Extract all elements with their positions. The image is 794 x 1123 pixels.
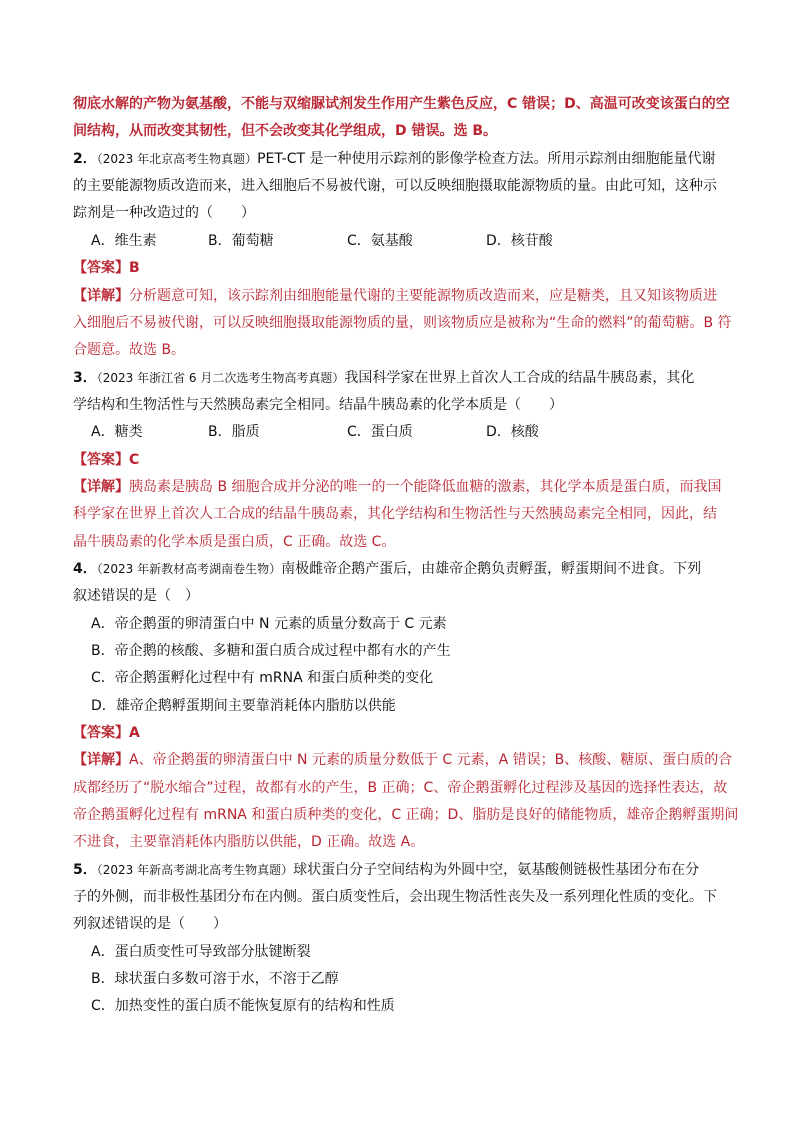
- q3-explanation-line-3: 晶牛胰岛素的化学本质是蛋白质，C 正确。故选 C。: [73, 534, 396, 550]
- q2-stem-line-1: [73, 149, 724, 169]
- q3-explanation-line-2: 科学家在世界上首次人工合成的结晶牛胰岛素，其化学结构和生物活性与天然胰岛素完全相同，因此，结: [73, 506, 717, 522]
- q3-option-b: B．脂质: [208, 424, 260, 440]
- q4-option-a: A．帝企鹅蛋的卵清蛋白中 N 元素的质量分数高于 C 元素: [91, 616, 447, 632]
- q5-text-1: 球状蛋白分子空间结构为外圆中空，氨基酸侧链极性基团分布在分: [293, 862, 700, 878]
- prev-explanation-line-2: 间结构，从而改变其韧性，但不会改变其化学组成，D 错误。选 B。: [73, 123, 498, 139]
- q4-explanation-line-1: [73, 750, 733, 770]
- q3-stem-line-2: 学结构和生物活性与天然胰岛素完全相同。结晶牛胰岛素的化学本质是（ ）: [73, 397, 563, 413]
- q3-stem-line-1: [73, 368, 724, 388]
- q3-answer: [73, 450, 724, 470]
- q2-option-d: D．核苷酸: [486, 233, 553, 249]
- q2-text-1: PET-CT 是一种使用示踪剂的影像学检查方法。所用示踪剂由细胞能量代谢: [257, 151, 716, 167]
- q3-option-c: C．蛋白质: [347, 424, 413, 440]
- explanation-tag: 【详解】: [73, 479, 129, 495]
- q4-explanation-line-3: 帝企鹅蛋孵化过程有 mRNA 和蛋白质种类的变化，C 正确；D、脂肪是良好的储能物质，雄帝企鹅孵蛋期间: [73, 807, 739, 823]
- q4-option-b: B．帝企鹅的核酸、多糖和蛋白质合成过程中都有水的产生: [91, 643, 451, 659]
- q5-stem-line-3: 列叙述错误的是（ ）: [73, 916, 227, 932]
- q5-number: 5．: [73, 862, 97, 878]
- q4-option-c: C．帝企鹅蛋孵化过程中有 mRNA 和蛋白质种类的变化: [91, 670, 434, 686]
- q2-option-b: B．葡萄糖: [208, 233, 274, 249]
- q3-source: （2023 年浙江省 6 月二次选考生物高考真题）: [96, 371, 345, 385]
- q4-explanation-line-2: 成都经历了“脱水缩合”过程，故都有水的产生，B 正确；C、帝企鹅蛋孵化过程涉及基因的选择性表达，故: [73, 780, 728, 796]
- q4-number: 4．: [73, 561, 97, 577]
- q2-option-a: A．维生素: [91, 233, 157, 249]
- q3-option-d: D．核酸: [486, 424, 539, 440]
- q2-explanation-text-1: 分析题意可知，该示踪剂由细胞能量代谢的主要能源物质改造而来，应是糖类，且又知该物质进: [129, 288, 717, 304]
- q3-answer-value: C: [129, 452, 140, 468]
- q3-option-a: A．糖类: [91, 424, 143, 440]
- q2-explanation-line-3: 合题意。故选 B。: [73, 342, 186, 358]
- q2-option-c: C．氨基酸: [347, 233, 413, 249]
- q2-explanation-line-1: [73, 286, 724, 306]
- q3-text-1: 我国科学家在世界上首次人工合成的结晶牛胰岛素，其化: [344, 370, 695, 386]
- q3-explanation-line-1: [73, 477, 724, 497]
- q4-stem-line-2: 叙述错误的是（ ）: [73, 588, 199, 604]
- q4-explanation-text-1: A、帝企鹅蛋的卵清蛋白中 N 元素的质量分数低于 C 元素，A 错误；B、核酸、糖原、蛋白质的合: [129, 752, 733, 768]
- q2-stem-line-2: 的主要能源物质改造而来，进入细胞后不易被代谢，可以反映细胞摄取能源物质的量。由此可知，这种示: [73, 178, 717, 194]
- q5-option-c: C．加热变性的蛋白质不能恢复原有的结构和性质: [91, 998, 395, 1014]
- q5-stem-line-1: [73, 860, 724, 880]
- q4-text-1: 南极雌帝企鹅产蛋后，由雄帝企鹅负责孵蛋，孵蛋期间不进食。下列: [281, 561, 702, 577]
- answer-tag: 【答案】: [73, 452, 129, 468]
- q2-stem-line-3: 踪剂是一种改造过的（ ）: [73, 205, 255, 221]
- q2-number: 2．: [73, 151, 97, 167]
- q4-explanation-line-4: 不进食，主要靠消耗体内脂肪以供能，D 正确。故选 A。: [73, 834, 425, 850]
- q4-source: （2023 年新教材高考湖南卷生物）: [96, 562, 282, 576]
- q3-explanation-text-1: 胰岛素是胰岛 B 细胞合成并分泌的唯一的一个能降低血糖的激素，其化学本质是蛋白质，而我国: [129, 479, 722, 495]
- q4-answer-value: A: [129, 725, 140, 741]
- q2-source: （2023 年北京高考生物真题）: [96, 152, 258, 166]
- q5-stem-line-2: 子的外侧，而非极性基团分布在内侧。蛋白质变性后，会出现生物活性丧失及一系列理化性质的变化。下: [73, 889, 717, 905]
- q4-stem-line-1: [73, 559, 724, 579]
- q4-answer: [73, 723, 724, 743]
- q5-option-b: B．球状蛋白多数可溶于水，不溶于乙醇: [91, 971, 339, 987]
- q4-option-d: D．雄帝企鹅孵蛋期间主要靠消耗体内脂肪以供能: [91, 698, 396, 714]
- explanation-tag: 【详解】: [73, 288, 129, 304]
- q3-number: 3．: [73, 370, 97, 386]
- explanation-tag: 【详解】: [73, 752, 129, 768]
- q5-source: （2023 年新高考湖北高考生物真题）: [96, 863, 294, 877]
- answer-tag: 【答案】: [73, 260, 129, 276]
- q2-answer: [73, 258, 724, 278]
- q5-option-a: A．蛋白质变性可导致部分肽键断裂: [91, 944, 311, 960]
- prev-explanation-line-1: 彻底水解的产物为氨基酸，不能与双缩脲试剂发生作用产生紫色反应，C 错误；D、高温可改变该蛋白的空: [73, 96, 730, 112]
- q2-explanation-line-2: 入细胞后不易被代谢，可以反映细胞摄取能源物质的量，则该物质应是被称为“生命的燃料”的葡萄糖。B 符: [73, 315, 732, 331]
- q2-answer-value: B: [129, 260, 140, 276]
- answer-tag: 【答案】: [73, 725, 129, 741]
